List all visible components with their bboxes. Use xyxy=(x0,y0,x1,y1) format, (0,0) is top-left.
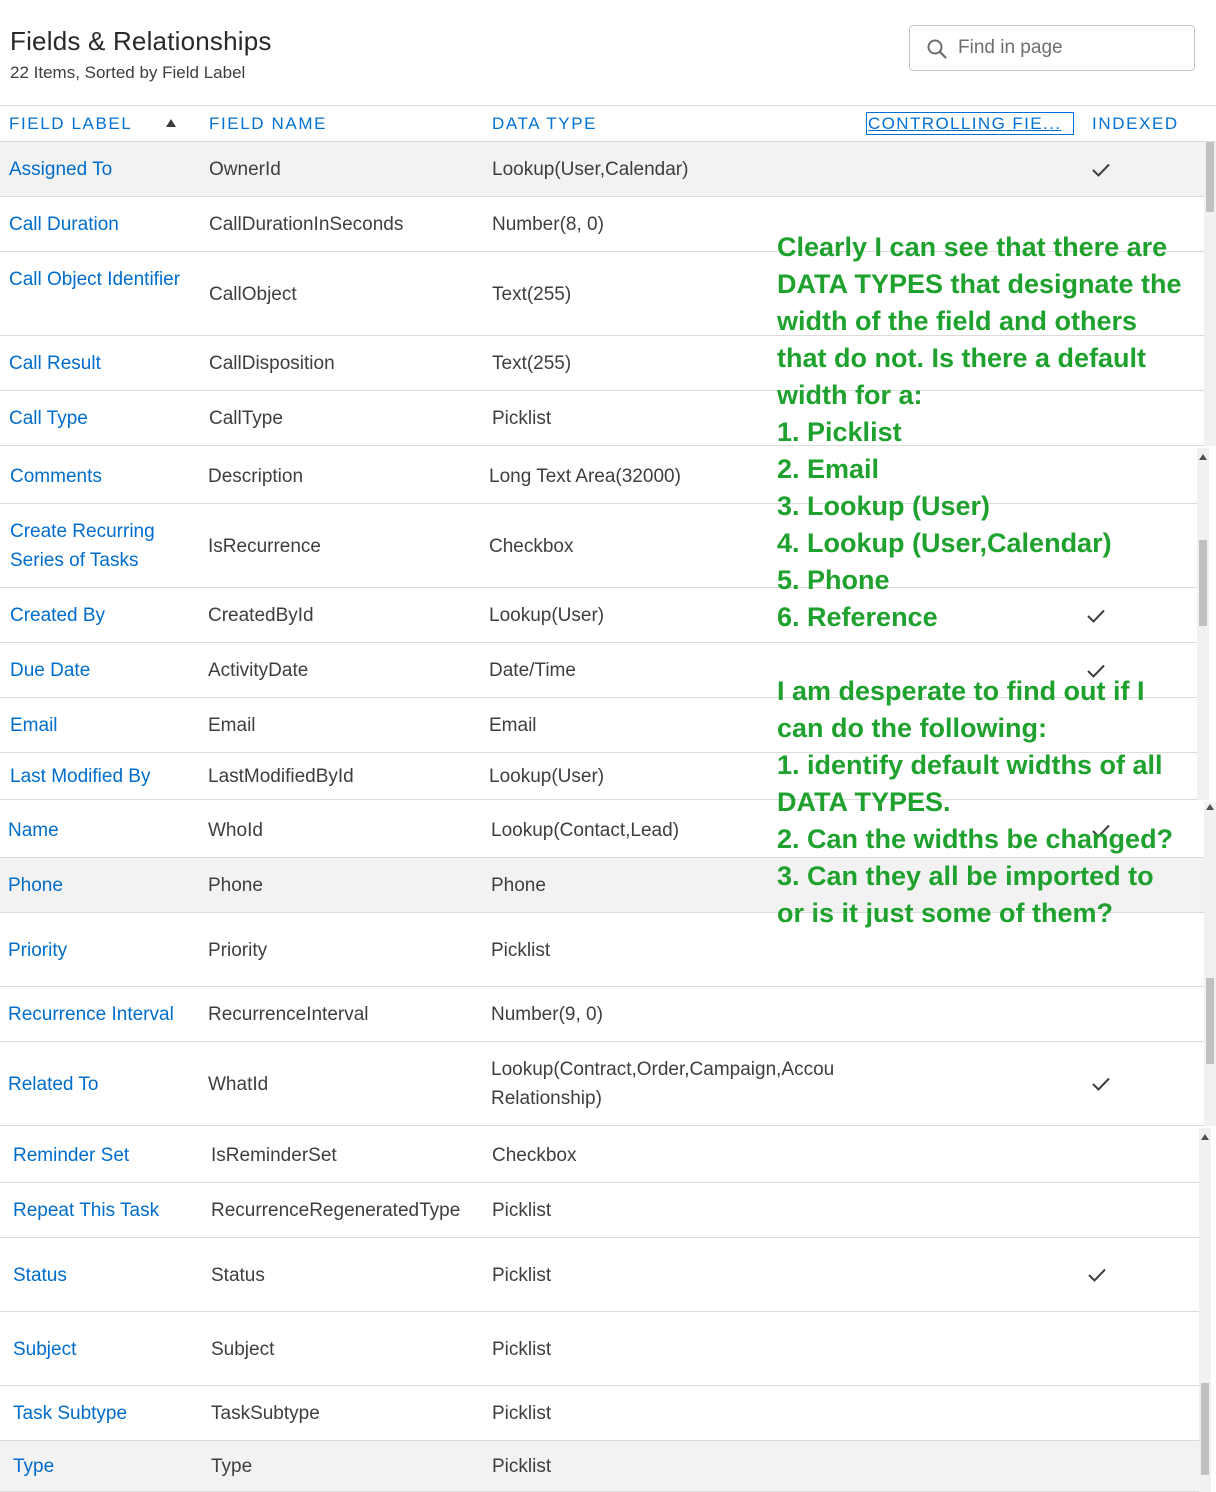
checkmark-icon xyxy=(1091,162,1111,178)
field-name: CallDurationInSeconds xyxy=(209,214,404,235)
data-type: Email xyxy=(489,715,537,736)
field-name: IsRecurrence xyxy=(208,536,321,557)
field-label-link[interactable]: Repeat This Task xyxy=(13,1200,160,1221)
field-name: TaskSubtype xyxy=(211,1403,320,1424)
field-label-link[interactable]: Related To xyxy=(8,1074,99,1095)
annotation-line: DATA TYPES. xyxy=(777,787,951,817)
table-row xyxy=(0,1312,1199,1386)
scrollbar[interactable] xyxy=(1204,802,1216,1126)
field-label-link[interactable]: Reminder Set xyxy=(13,1145,130,1166)
annotation-line: 3. Can they all be imported to xyxy=(777,861,1154,891)
scroll-up-icon[interactable] xyxy=(1199,454,1207,460)
annotation-line: can do the following: xyxy=(777,713,1047,743)
search-icon xyxy=(926,38,948,60)
scrollbar-thumb[interactable] xyxy=(1206,142,1214,212)
field-name: WhatId xyxy=(208,1074,269,1095)
annotation-line: 4. Lookup (User,Calendar) xyxy=(777,528,1112,558)
data-type: Date/Time xyxy=(489,660,576,681)
checkmark-icon xyxy=(1086,608,1106,624)
data-type: Picklist xyxy=(492,408,552,429)
field-label-link[interactable]: Email xyxy=(10,715,58,736)
field-name: ActivityDate xyxy=(208,660,309,681)
field-label-link[interactable]: Call Type xyxy=(9,408,88,429)
data-type: Number(9, 0) xyxy=(491,1004,603,1025)
checkmark-icon xyxy=(1087,1267,1107,1283)
field-label-link[interactable]: Comments xyxy=(10,466,102,487)
field-label-link[interactable]: Priority xyxy=(8,940,68,961)
field-label-link[interactable]: Type xyxy=(13,1456,55,1477)
sort-ascending-icon xyxy=(166,119,176,127)
data-type: Phone xyxy=(491,875,546,896)
field-label-link[interactable]: Task Subtype xyxy=(13,1403,128,1424)
field-label-link[interactable]: Call Result xyxy=(9,353,101,374)
page-title: Fields & Relationships xyxy=(10,26,272,56)
data-type: Text(255) xyxy=(492,353,572,374)
annotation-line: 2. Email xyxy=(777,454,880,484)
field-label-link[interactable]: Created By xyxy=(10,605,106,626)
field-name: Subject xyxy=(211,1339,275,1360)
table-row xyxy=(0,142,1204,197)
field-name: RecurrenceRegeneratedType xyxy=(211,1200,461,1221)
data-type: Lookup(User,Calendar) xyxy=(492,159,689,180)
table-row xyxy=(0,987,1204,1042)
annotation-line: width for a: xyxy=(777,380,923,410)
annotation-line: 1. identify default widths of all xyxy=(777,750,1163,780)
field-name: Description xyxy=(208,466,304,487)
field-name: OwnerId xyxy=(209,159,281,180)
data-type: Checkbox xyxy=(489,536,574,557)
search-input[interactable] xyxy=(958,34,1183,62)
field-name: CallType xyxy=(209,408,283,429)
field-name: CreatedById xyxy=(208,605,314,626)
table-row xyxy=(0,588,1197,643)
field-label-link[interactable]: Status xyxy=(13,1265,67,1286)
column-header-field-name[interactable]: FIELD NAME xyxy=(209,114,328,133)
data-type: Lookup(Contract,Order,Campaign,Accou Relationship) xyxy=(491,1059,835,1109)
scroll-up-icon[interactable] xyxy=(1206,804,1214,810)
scrollbar[interactable] xyxy=(1199,1128,1211,1492)
checkmark-icon xyxy=(1091,1076,1111,1092)
data-type: Picklist xyxy=(492,1200,552,1221)
annotation-line: I am desperate to find out if I xyxy=(777,676,1145,706)
column-header-data-type[interactable]: DATA TYPE xyxy=(492,114,598,133)
field-name: LastModifiedById xyxy=(208,766,354,787)
table-row xyxy=(0,448,1197,504)
data-type: Number(8, 0) xyxy=(492,214,604,235)
field-name: CallObject xyxy=(209,284,297,305)
data-type: Picklist xyxy=(492,1265,552,1286)
annotation-line: DATA TYPES that designate the xyxy=(777,269,1182,299)
annotation-line: 1. Picklist xyxy=(777,417,902,447)
annotation-line: 2. Can the widths be changed? xyxy=(777,824,1174,854)
data-type: Checkbox xyxy=(492,1145,577,1166)
table-row xyxy=(0,1238,1199,1312)
field-label-link[interactable]: Due Date xyxy=(10,660,91,681)
field-name: Priority xyxy=(208,940,268,961)
field-label-link[interactable]: Call Object Identifier xyxy=(9,269,181,290)
field-label-link[interactable]: Call Duration xyxy=(9,214,119,235)
field-label-link[interactable]: Create Recurring Series of Tasks xyxy=(10,521,155,571)
data-type: Picklist xyxy=(492,1403,552,1424)
data-type: Picklist xyxy=(492,1456,552,1477)
data-type: Lookup(User) xyxy=(489,766,605,787)
column-header-indexed[interactable]: INDEXED xyxy=(1092,114,1179,133)
page-subtitle: 22 Items, Sorted by Field Label xyxy=(10,63,246,82)
data-type: Lookup(Contact,Lead) xyxy=(491,820,680,841)
field-name: IsReminderSet xyxy=(211,1145,337,1166)
annotation-line: 6. Reference xyxy=(777,602,938,632)
field-name: Status xyxy=(211,1265,265,1286)
field-name: CallDisposition xyxy=(209,353,335,374)
scrollbar-thumb[interactable] xyxy=(1201,1383,1209,1475)
field-label-link[interactable]: Phone xyxy=(8,875,63,896)
annotation-line: 3. Lookup (User) xyxy=(777,491,991,521)
table-row xyxy=(0,391,1204,446)
table-row xyxy=(0,1441,1199,1492)
field-label-link[interactable]: Last Modified By xyxy=(10,766,151,787)
search-box[interactable] xyxy=(909,25,1195,71)
data-type: Picklist xyxy=(492,1339,552,1360)
annotation-line: 5. Phone xyxy=(777,565,890,595)
table-header xyxy=(0,105,1216,142)
field-name: RecurrenceInterval xyxy=(208,1004,369,1025)
table-row xyxy=(0,1042,1204,1126)
scroll-up-icon[interactable] xyxy=(1201,1134,1209,1140)
table-row xyxy=(0,1386,1199,1441)
field-label-link[interactable]: Recurrence Interval xyxy=(8,1004,174,1025)
field-label-link[interactable]: Assigned To xyxy=(9,159,113,180)
annotation-line: or is it just some of them? xyxy=(777,898,1114,928)
annotation-line: Clearly I can see that there are xyxy=(777,232,1168,262)
scrollbar[interactable] xyxy=(1197,448,1209,800)
table-row xyxy=(0,1183,1199,1238)
data-type: Picklist xyxy=(491,940,551,961)
field-name: Phone xyxy=(208,875,263,896)
data-type: Long Text Area(32000) xyxy=(489,466,681,487)
scrollbar[interactable] xyxy=(1204,142,1216,446)
table-row xyxy=(0,1128,1199,1183)
data-type: Lookup(User) xyxy=(489,605,605,626)
scrollbar-thumb[interactable] xyxy=(1206,978,1214,1064)
data-type: Text(255) xyxy=(492,284,572,305)
column-header-field-label[interactable]: FIELD LABEL xyxy=(9,114,133,133)
column-header-controlling-field[interactable]: CONTROLLING FIE... xyxy=(866,112,1074,135)
field-label-link[interactable]: Subject xyxy=(13,1339,77,1360)
field-name: Type xyxy=(211,1456,253,1477)
annotation-line: that do not. Is there a default xyxy=(777,343,1147,373)
field-name: Email xyxy=(208,715,256,736)
field-name: WhoId xyxy=(208,820,263,841)
annotation-line: width of the field and others xyxy=(777,306,1137,336)
scrollbar-thumb[interactable] xyxy=(1199,540,1207,626)
field-label-link[interactable]: Name xyxy=(8,820,59,841)
page-header xyxy=(0,0,1216,106)
